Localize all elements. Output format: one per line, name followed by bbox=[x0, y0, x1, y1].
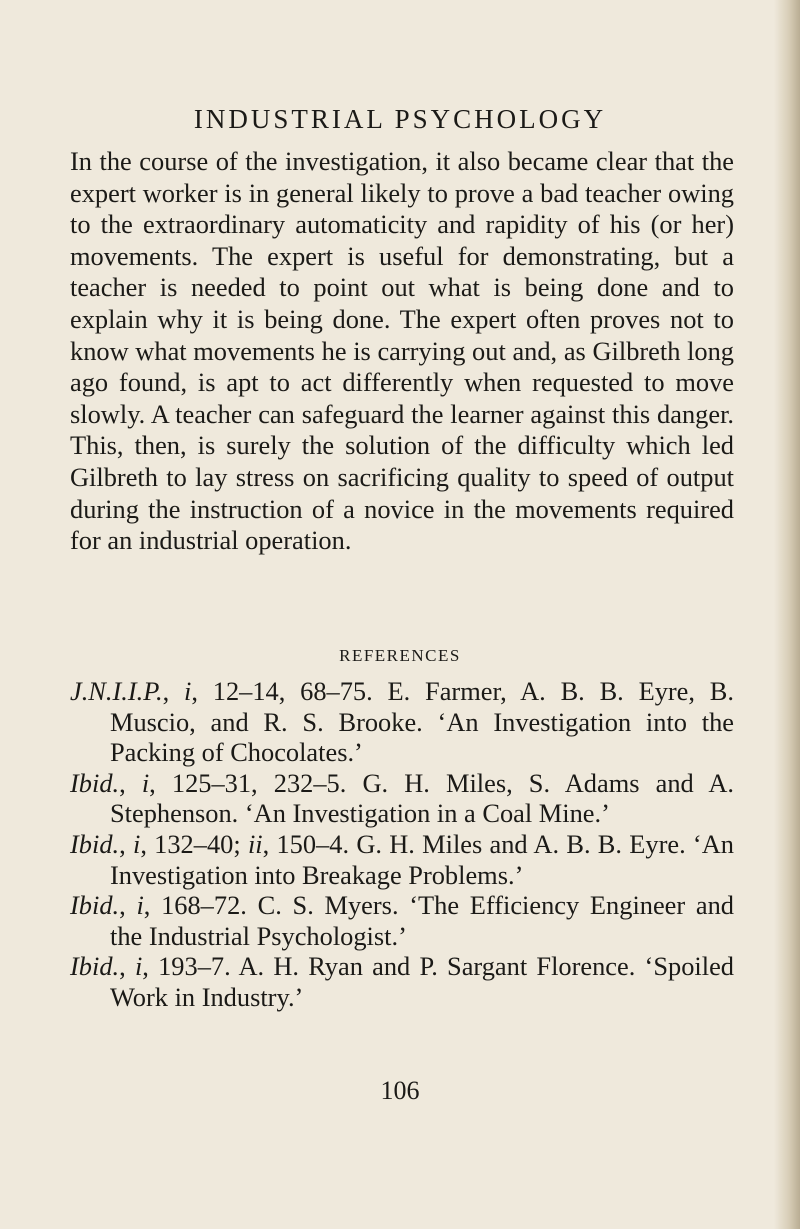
references-list bbox=[70, 676, 734, 1013]
reference-pages: , 132–40; bbox=[140, 828, 248, 859]
reference-pages: , 193–7. bbox=[142, 951, 239, 982]
reference-source: Ibid. bbox=[70, 890, 120, 921]
references-heading: REFERENCES bbox=[339, 646, 461, 665]
reference-citation: A. H. Ryan and P. Sargant Florence. ‘Spoiled Work in Industry.’ bbox=[110, 951, 734, 1012]
reference-pages-2: , 150–4. bbox=[262, 828, 357, 859]
reference-source: Ibid. bbox=[70, 828, 120, 859]
reference-item bbox=[70, 890, 734, 951]
page-edge-shadow bbox=[774, 0, 800, 1229]
reference-volume-2: ii bbox=[247, 828, 263, 859]
reference-separator: , bbox=[119, 828, 133, 859]
reference-citation: E. Farmer, A. B. B. Eyre, B. Muscio, and R. S. Brooke. ‘An Investigation into the Packing of Chocolates.’ bbox=[110, 676, 734, 768]
reference-separator: , bbox=[119, 951, 135, 982]
reference-pages: , 125–31, 232–5. bbox=[149, 767, 363, 798]
reference-source: Ibid. bbox=[70, 767, 120, 798]
reference-citation: G. H. Miles and A. B. B. Eyre. ‘An Investigation into Breakage Problems.’ bbox=[110, 828, 734, 890]
reference-item bbox=[70, 676, 734, 768]
reference-item bbox=[70, 768, 734, 829]
reference-citation: G. H. Miles, S. Adams and A. Stephenson. ‘An Investigation in a Coal Mine.’ bbox=[110, 767, 735, 829]
reference-separator: , bbox=[119, 767, 142, 798]
running-head: INDUSTRIAL PSYCHOLOGY bbox=[193, 104, 607, 134]
reference-separator: , bbox=[119, 890, 137, 921]
reference-source: Ibid. bbox=[70, 951, 120, 982]
reference-citation: C. S. Myers. ‘The Efficiency Engineer and the Industrial Psychologist.’ bbox=[110, 890, 735, 951]
reference-item bbox=[70, 951, 734, 1012]
reference-source: J.N.I.I.P. bbox=[70, 676, 163, 706]
body-paragraph: In the course of the investigation, it also became clear that the expert worker is in general likely to prove a bad teacher owing to the extraordinary automaticity and rapidity of his (or her) movements. The expert is useful for demonstrating, but a teacher is needed to point out what is being done and to explain why it is being done. The expert often proves not to know what movements he is carrying out and, as Gilbreth long ago found, is apt to act differently when requested to move slowly. A teacher can safeguard the learner against this danger. This, then, is surely the solution of the difficulty which led Gilbreth to lay stress on sacrificing quality to speed of output during the instruction of a novice in the movements required for an industrial operation. bbox=[70, 146, 734, 556]
reference-pages: , 168–72. bbox=[143, 890, 258, 921]
reference-separator: , bbox=[162, 676, 185, 706]
reference-volume: i bbox=[184, 676, 192, 706]
reference-volume: i bbox=[136, 890, 144, 921]
reference-volume: i bbox=[141, 767, 150, 798]
page-number: 106 bbox=[380, 1076, 420, 1105]
reference-volume: i bbox=[132, 828, 141, 859]
reference-volume: i bbox=[134, 951, 143, 982]
reference-item bbox=[70, 829, 734, 890]
reference-pages: , 12–14, 68–75. bbox=[191, 676, 388, 706]
